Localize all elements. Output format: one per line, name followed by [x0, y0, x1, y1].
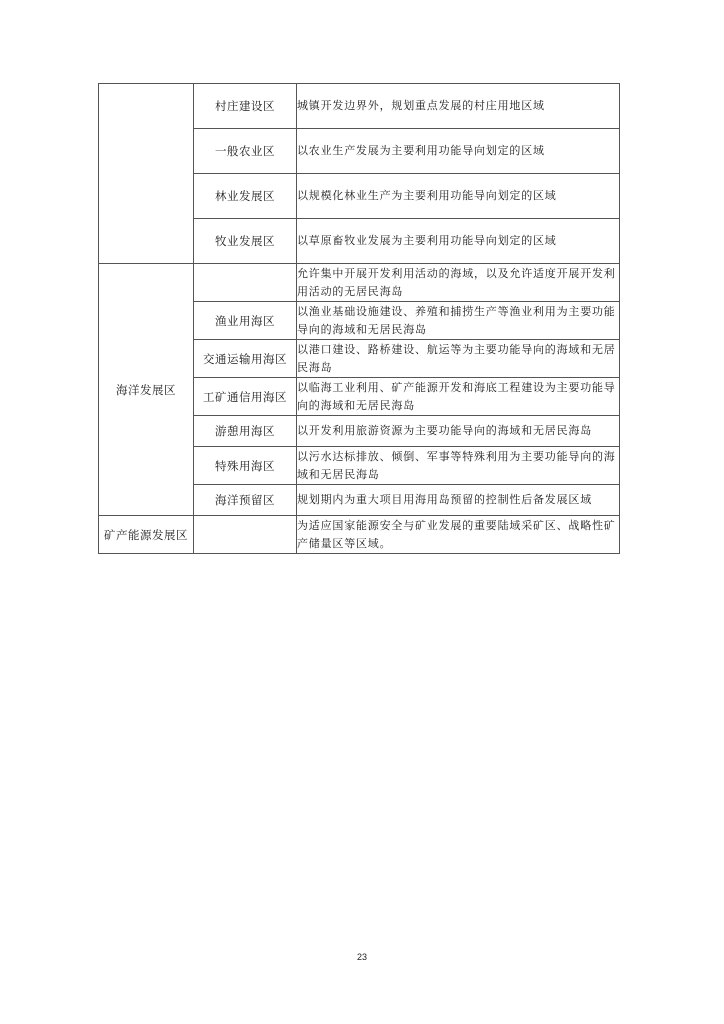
description-cell: 以草原畜牧业发展为主要利用功能导向划定的区域 [297, 219, 620, 264]
description-cell: 以规模化林业生产为主要利用功能导向划定的区域 [297, 174, 620, 219]
description-cell: 以农业生产发展为主要利用功能导向划定的区域 [297, 129, 620, 174]
sub-zone-cell: 游憩用海区 [194, 416, 297, 447]
description-cell: 城镇开发边界外，规划重点发展的村庄用地区域 [297, 84, 620, 129]
sub-zone-cell: 工矿通信用海区 [194, 378, 297, 416]
sub-zone-cell: 渔业用海区 [194, 302, 297, 340]
description-cell: 以港口建设、路桥建设、航运等为主要功能导向的海域和无居民海岛 [297, 340, 620, 378]
sub-zone-cell: 海洋预留区 [194, 485, 297, 516]
main-zone-cell: 矿产能源发展区 [99, 516, 194, 554]
description-cell: 允许集中开展开发利用活动的海域，以及允许适度开展开发利用活动的无居民海岛 [297, 264, 620, 302]
sub-zone-cell: 村庄建设区 [194, 84, 297, 129]
table-row [99, 264, 620, 302]
description-cell: 以污水达标排放、倾倒、军事等特殊利用为主要功能导向的海域和无居民海岛 [297, 447, 620, 485]
description-cell: 以临海工业利用、矿产能源开发和海底工程建设为主要功能导向的海域和无居民海岛 [297, 378, 620, 416]
page-number: 23 [356, 952, 367, 962]
sub-zone-cell: 交通运输用海区 [194, 340, 297, 378]
main-zone-cell [99, 84, 194, 264]
zone-table [98, 83, 620, 554]
description-cell: 以开发利用旅游资源为主要功能导向的海域和无居民海岛 [297, 416, 620, 447]
sub-zone-cell: 林业发展区 [194, 174, 297, 219]
main-zone-cell: 海洋发展区 [99, 264, 194, 516]
description-cell: 为适应国家能源安全与矿业发展的重要陆域采矿区、战略性矿产储量区等区域。 [297, 516, 620, 554]
sub-zone-cell [194, 516, 297, 554]
table-row [99, 84, 620, 129]
table-row [99, 516, 620, 554]
sub-zone-cell: 牧业发展区 [194, 219, 297, 264]
description-cell: 以渔业基础设施建设、养殖和捕捞生产等渔业利用为主要功能导向的海域和无居民海岛 [297, 302, 620, 340]
sub-zone-cell: 一般农业区 [194, 129, 297, 174]
sub-zone-cell: 特殊用海区 [194, 447, 297, 485]
sub-zone-cell [194, 264, 297, 302]
description-cell: 规划期内为重大项目用海用岛预留的控制性后备发展区域 [297, 485, 620, 516]
